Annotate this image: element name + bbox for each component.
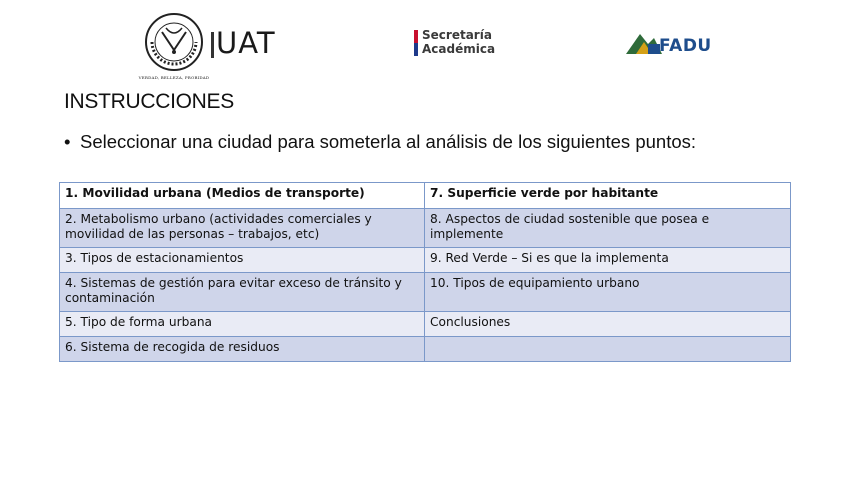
table-cell: 2. Metabolismo urbano (actividades comerciales y movilidad de las personas – trabajos, etc) [60, 209, 425, 248]
table-row [60, 273, 791, 312]
table-cell: 8. Aspectos de ciudad sostenible que posea e implemente [425, 209, 791, 248]
fadu-emblem-icon [626, 30, 662, 56]
table-cell: 6. Sistema de recogida de residuos [60, 337, 425, 362]
uat-divider [211, 32, 214, 58]
table-cell: 4. Sistemas de gestión para evitar exceso de tránsito y contaminación [60, 273, 425, 312]
table-cell: 9. Red Verde – Si es que la implementa [425, 248, 791, 273]
secretaria-academica-logo [414, 28, 504, 58]
uat-logo [138, 12, 276, 80]
instruction-text: Seleccionar una ciudad para someterla al análisis de los siguientes puntos: [80, 131, 697, 152]
table-cell: 5. Tipo de forma urbana [60, 312, 425, 337]
table-header-row [60, 183, 791, 209]
table-row [60, 337, 791, 362]
secretaria-line1: Secretaría [422, 28, 492, 42]
bullet-icon: • [64, 131, 71, 152]
table-row [60, 209, 791, 248]
table-cell [425, 337, 791, 362]
table-row [60, 312, 791, 337]
page-title: INSTRUCCIONES [64, 90, 234, 113]
table-cell: 1. Movilidad urbana (Medios de transporte) [60, 183, 425, 209]
university-seal-icon [144, 12, 204, 72]
table-cell: 10. Tipos de equipamiento urbano [425, 273, 791, 312]
university-motto: VERDAD, BELLEZA, PROBIDAD [138, 75, 210, 80]
table-row [60, 248, 791, 273]
table-cell: Conclusiones [425, 312, 791, 337]
fadu-wordmark: FADU [659, 36, 712, 56]
uat-wordmark: UAT [216, 26, 276, 60]
instruction-bullet [64, 131, 696, 153]
secretaria-color-bar [414, 30, 418, 56]
table-cell: 3. Tipos de estacionamientos [60, 248, 425, 273]
table-cell: 7. Superficie verde por habitante [425, 183, 791, 209]
analysis-points-table [59, 182, 791, 362]
fadu-logo [626, 30, 718, 56]
secretaria-line2: Académica [422, 42, 496, 56]
